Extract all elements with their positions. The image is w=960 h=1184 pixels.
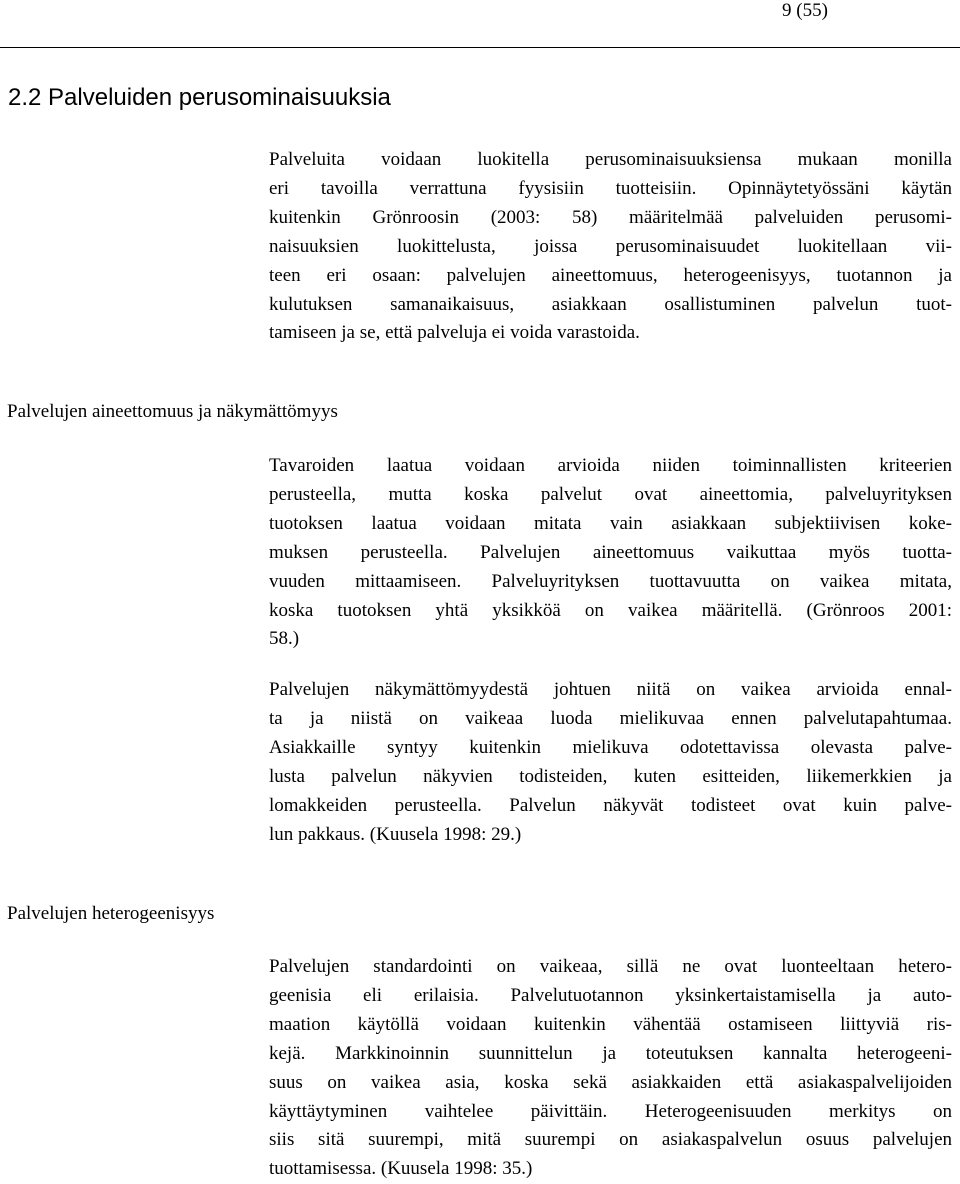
- text-line: Palvelujen näkymättömyydestä johtuen niitä on vaikea arvioida ennal-: [269, 679, 952, 700]
- text-line: teen eri osaan: palvelujen aineettomuus, heterogeenisyys, tuotannon ja: [269, 264, 952, 286]
- aineettomuus-paragraph-2: [269, 676, 952, 849]
- text-line: eri tavoilla verrattuna fyysisiin tuotteisiin. Opinnäytetyössäni käytän: [269, 177, 952, 199]
- text-line: Asiakkaille syntyy kuitenkin mielikuva odotettavissa olevasta palve-: [269, 736, 952, 758]
- text-line: siis sitä suurempi, mitä suurempi on asiakaspalvelun osuus palvelujen: [269, 1129, 952, 1151]
- text-line: Palvelujen standardointi on vaikeaa, sillä ne ovat luonteeltaan hetero-: [269, 956, 952, 977]
- text-line: Palveluita voidaan luokitella perusominaisuuksiensa mukaan monilla: [269, 149, 952, 170]
- text-line: kuitenkin Grönroosin (2003: 58) määritelmää palveluiden perusomi-: [269, 206, 952, 228]
- page-number: 9 (55): [782, 0, 828, 21]
- text-line: kulutuksen samanaikaisuus, asiakkaan osallistuminen palvelun tuot-: [269, 293, 952, 315]
- text-line: kejä. Markkinoinnin suunnittelun ja toteutuksen kannalta heterogeeni-: [269, 1042, 952, 1064]
- text-line: lusta palvelun näkyvien todisteiden, kuten esitteiden, liikemerkkien ja: [269, 765, 952, 787]
- aineettomuus-paragraph-1: [269, 452, 952, 654]
- section-heading: 2.2 Palveluiden perusominaisuuksia: [8, 84, 391, 111]
- text-line: tamiseen ja se, että palveluja ei voida varastoida.: [269, 322, 640, 344]
- text-line: perusteella, mutta koska palvelut ovat aineettomia, palveluyrityksen: [269, 483, 952, 505]
- text-line: geenisia eli erilaisia. Palvelutuotannon yksinkertaistamisella ja auto-: [269, 984, 952, 1006]
- text-line: Tavaroiden laatua voidaan arvioida niiden toiminnallisten kriteerien: [269, 455, 952, 476]
- subheading-aineettomuus: Palvelujen aineettomuus ja näkymättömyys: [7, 401, 338, 422]
- text-line: käyttäytyminen vaihtelee päivittäin. Heterogeenisuuden merkitys on: [269, 1100, 952, 1122]
- text-line: 58.): [269, 628, 300, 650]
- text-line: muksen perusteella. Palvelujen aineettomuus vaikuttaa myös tuotta-: [269, 541, 952, 563]
- text-line: tuottamisessa. (Kuusela 1998: 35.): [269, 1158, 533, 1180]
- text-line: vuuden mittaamiseen. Palveluyrityksen tuottavuutta on vaikea mitata,: [269, 570, 952, 592]
- text-line: suus on vaikea asia, koska sekä asiakkaiden että asiakaspalvelijoiden: [269, 1071, 952, 1093]
- intro-paragraph: [269, 146, 952, 348]
- text-line: lun pakkaus. (Kuusela 1998: 29.): [269, 823, 522, 845]
- header-rule: [0, 47, 960, 48]
- text-line: naisuuksien luokittelusta, joissa perusominaisuudet luokitellaan vii-: [269, 235, 952, 257]
- text-line: tuotoksen laatua voidaan mitata vain asiakkaan subjektiivisen koke-: [269, 512, 952, 534]
- heterogeenisyys-paragraph: [269, 953, 952, 1184]
- text-line: lomakkeiden perusteella. Palvelun näkyvät todisteet ovat kuin palve-: [269, 794, 952, 816]
- text-line: maation käytöllä voidaan kuitenkin vähentää ostamiseen liittyviä ris-: [269, 1013, 952, 1035]
- subheading-heterogeenisyys: Palvelujen heterogeenisyys: [7, 903, 215, 924]
- text-line: koska tuotoksen yhtä yksikköä on vaikea määritellä. (Grönroos 2001:: [269, 599, 952, 621]
- text-line: ta ja niistä on vaikeaa luoda mielikuvaa ennen palvelutapahtumaa.: [269, 707, 952, 729]
